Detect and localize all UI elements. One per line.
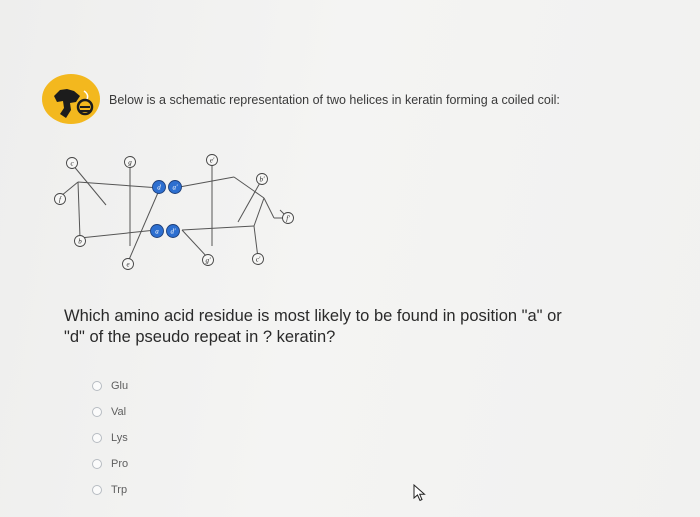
mouse-pointer-icon xyxy=(413,484,427,502)
svg-text:e: e xyxy=(126,260,130,269)
radio-button[interactable] xyxy=(92,485,102,495)
residue-f xyxy=(55,194,66,205)
option-pro[interactable] xyxy=(92,451,128,477)
svg-text:d: d xyxy=(157,183,161,192)
svg-text:d': d' xyxy=(170,227,176,236)
svg-text:a: a xyxy=(155,227,159,236)
residue-c xyxy=(67,158,78,169)
residue-b xyxy=(75,236,86,247)
svg-text:b': b' xyxy=(259,175,265,184)
option-label: Lys xyxy=(111,432,128,444)
option-label: Trp xyxy=(111,484,128,496)
brain-lightbulb-icon xyxy=(40,72,102,126)
option-label: Val xyxy=(111,406,127,418)
residue-c-prime xyxy=(253,254,264,265)
radio-button[interactable] xyxy=(92,407,102,417)
residue-e-prime xyxy=(207,155,218,166)
residue-b-prime xyxy=(257,174,268,185)
residue-a-prime xyxy=(169,181,182,194)
residue-a xyxy=(151,225,164,238)
option-val[interactable] xyxy=(92,399,128,425)
question-intro-text: Below is a schematic representation of two helices in keratin forming a coiled coil: xyxy=(109,93,560,107)
svg-text:e': e' xyxy=(209,156,215,165)
option-glu[interactable] xyxy=(92,373,128,399)
svg-text:c: c xyxy=(70,159,74,168)
question-text: Which amino acid residue is most likely to be found in position "a" or "d" of the pseudo repeat in ? keratin? xyxy=(64,307,562,346)
residue-f-prime xyxy=(283,213,294,224)
residue-g xyxy=(125,157,136,168)
svg-text:f': f' xyxy=(286,214,290,223)
radio-button[interactable] xyxy=(92,381,102,391)
svg-text:b: b xyxy=(78,237,82,246)
svg-text:g': g' xyxy=(205,256,211,265)
radio-button[interactable] xyxy=(92,459,102,469)
svg-text:g: g xyxy=(128,158,132,167)
svg-text:c': c' xyxy=(255,255,261,264)
residue-d xyxy=(153,181,166,194)
residue-e xyxy=(123,259,134,270)
residue-g-prime xyxy=(203,255,214,266)
answer-options xyxy=(92,373,128,503)
coiled-coil-diagram xyxy=(48,150,308,275)
svg-text:f: f xyxy=(59,195,61,204)
option-label: Glu xyxy=(111,380,129,392)
option-trp[interactable] xyxy=(92,477,128,503)
radio-button[interactable] xyxy=(92,433,102,443)
svg-text:a': a' xyxy=(172,183,178,192)
option-lys[interactable] xyxy=(92,425,128,451)
option-label: Pro xyxy=(111,458,129,470)
residue-d-prime xyxy=(167,225,180,238)
